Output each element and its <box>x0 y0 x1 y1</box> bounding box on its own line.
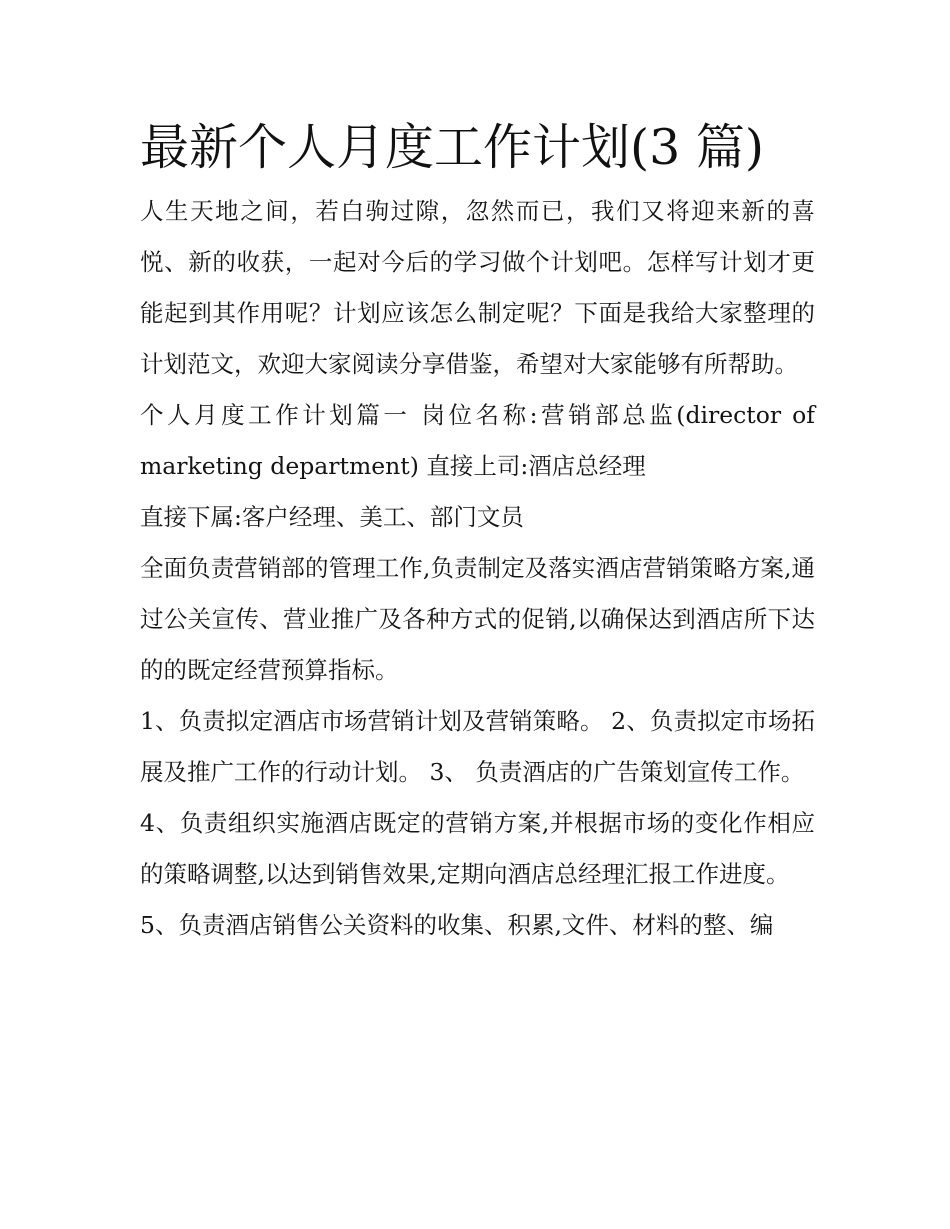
document-body <box>140 118 815 951</box>
responsibility-paragraph: 全面负责营销部的管理工作,负责制定及落实酒店营销策略方案,通过公关宣传、营业推广及各种方式的促销,以确保达到酒店所下达的的既定经营预算指标。 <box>140 554 815 684</box>
duty-list-paragraph-2: 4、负责组织实施酒店既定的营销方案,并根据市场的变化作相应的策略调整,以达到销售效果,定期向酒店总经理汇报工作进度。 <box>140 809 815 888</box>
duty-list-paragraph-1: 1、负责拟定酒店市场营销计划及营销策略。 2、负责拟定市场拓展及推广工作的行动计划。 3、 负责酒店的广告策划宣传工作。 <box>140 707 815 786</box>
duty-list-paragraph-3: 5、负责酒店销售公关资料的收集、积累,文件、材料的整、编 <box>140 911 774 939</box>
position-paragraph: 个人月度工作计划篇一 岗位名称:营销部总监(director of marketing department) 直接上司:酒店总经理 <box>140 401 815 480</box>
subordinates-paragraph: 直接下属:客户经理、美工、部门文员 <box>140 503 524 531</box>
intro-paragraph: 人生天地之间，若白驹过隙，忽然而已，我们又将迎来新的喜悦、新的收获，一起对今后的学习做个计划吧。怎样写计划才更能起到其作用呢？计划应该怎么制定呢？下面是我给大家整理的计划范文，欢迎大家阅读分享借鉴，希望对大家能够有所帮助。 <box>140 197 815 378</box>
document-title: 最新个人月度工作计划(3 篇) <box>140 119 764 176</box>
